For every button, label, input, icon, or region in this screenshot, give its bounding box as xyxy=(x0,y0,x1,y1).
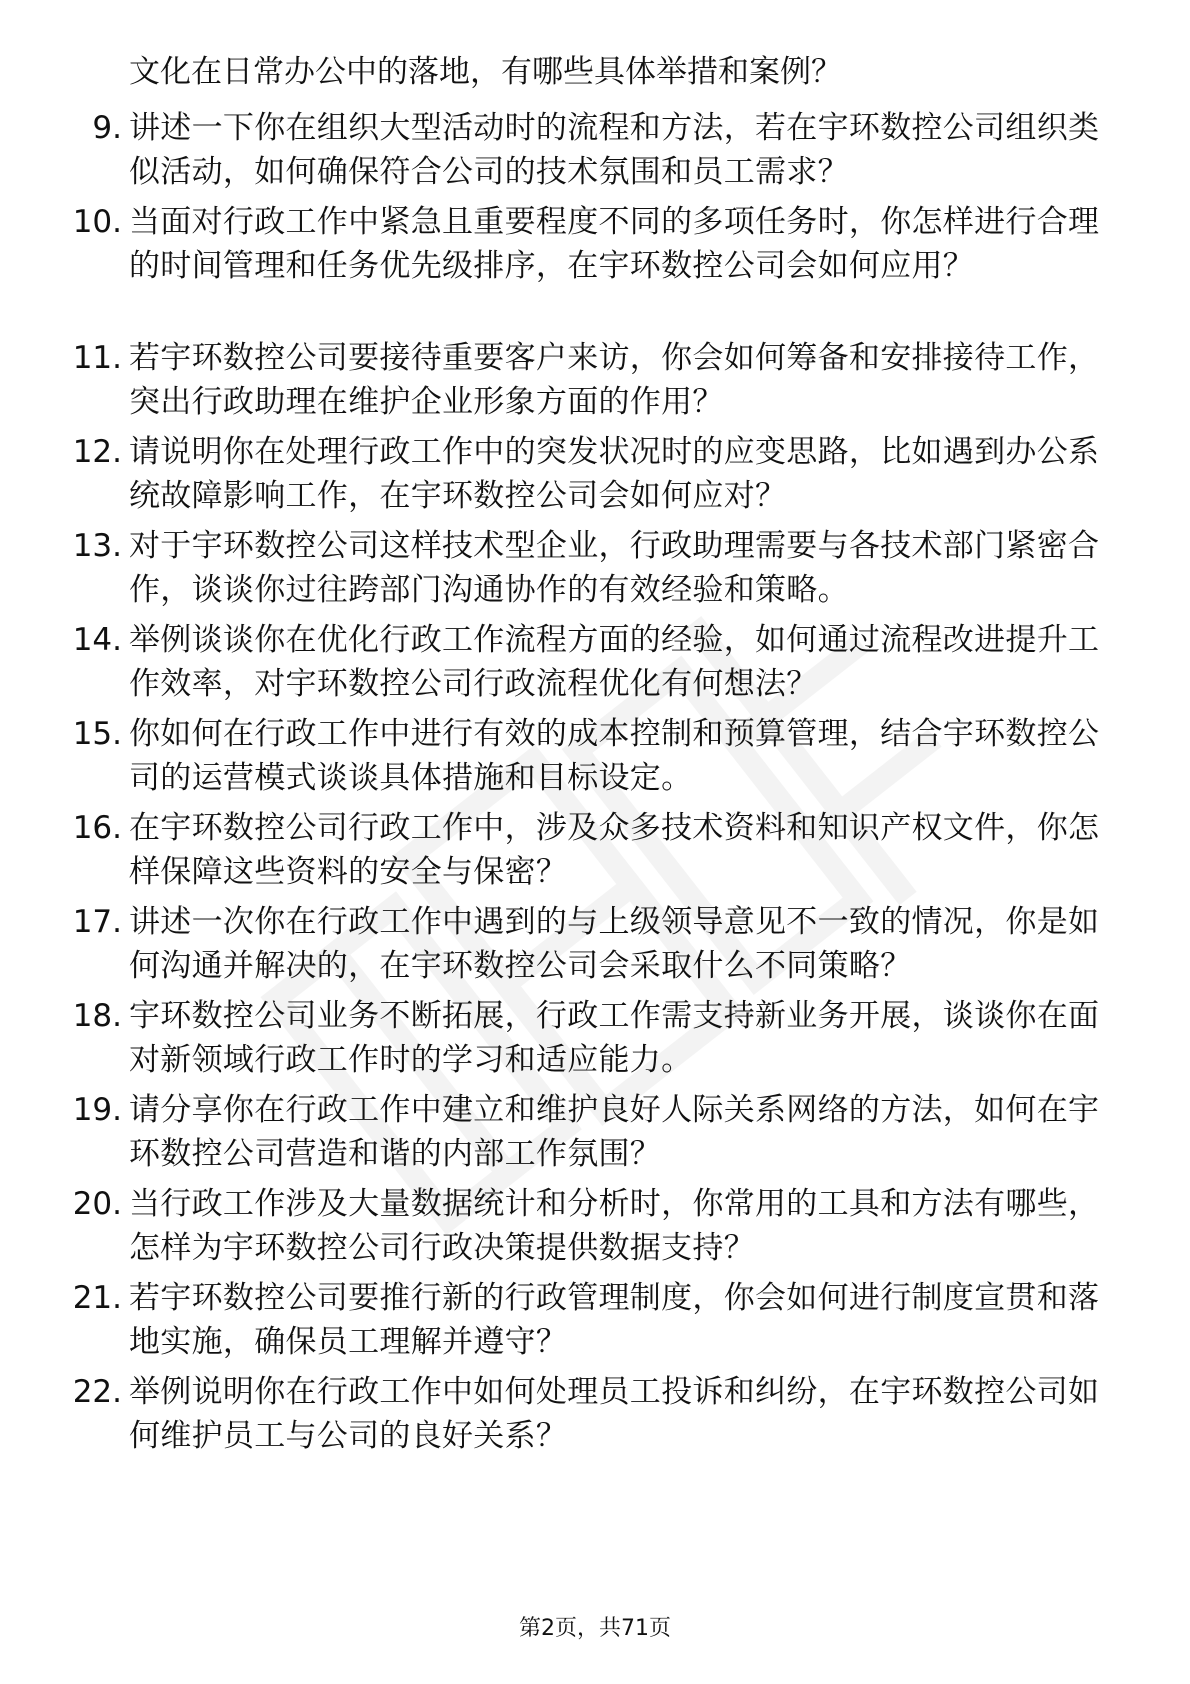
question-text: 若宇环数控公司要接待重要客户来访，你会如何筹备和安排接待工作，突出行政助理在维护企业形象方面的作用？ xyxy=(129,340,1100,420)
question-number: 11. xyxy=(72,340,122,376)
question-number: 16. xyxy=(72,810,122,846)
question-number: 15. xyxy=(72,716,122,752)
question-text: 请分享你在行政工作中建立和维护良好人际关系网络的方法，如何在宇环数控公司营造和谐的内部工作氛围？ xyxy=(129,1092,1100,1172)
question-text: 举例说明你在行政工作中如何处理员工投诉和纠纷，在宇环数控公司如何维护员工与公司的良好关系？ xyxy=(129,1374,1100,1454)
question-number: 18. xyxy=(72,998,122,1034)
question-number: 14. xyxy=(72,622,122,658)
question-text: 当行政工作涉及大量数据统计和分析时，你常用的工具和方法有哪些，怎样为宇环数控公司行政决策提供数据支持？ xyxy=(129,1186,1100,1266)
continued-question-text: 文化在日常办公中的落地，有哪些具体举措和案例？ xyxy=(129,54,842,90)
question-text: 若宇环数控公司要推行新的行政管理制度，你会如何进行制度宣贯和落地实施，确保员工理解并遵守？ xyxy=(129,1280,1100,1360)
question-text: 讲述一下你在组织大型活动时的流程和方法，若在宇环数控公司组织类似活动，如何确保符合公司的技术氛围和员工需求？ xyxy=(129,110,1100,190)
question-number: 19. xyxy=(72,1092,122,1128)
question-number: 9. xyxy=(92,110,122,146)
question-number: 21. xyxy=(72,1280,122,1316)
question-text: 请说明你在处理行政工作中的突发状况时的应变思路，比如遇到办公系统故障影响工作，在宇环数控公司会如何应对？ xyxy=(129,434,1100,514)
question-text: 讲述一次你在行政工作中遇到的与上级领导意见不一致的情况，你是如何沟通并解决的，在宇环数控公司会采取什么不同策略？ xyxy=(129,904,1100,984)
question-text: 当面对行政工作中紧急且重要程度不同的多项任务时，你怎样进行合理的时间管理和任务优先级排序，在宇环数控公司会如何应用？ xyxy=(129,204,1100,284)
question-number: 10. xyxy=(72,204,122,240)
question-number: 13. xyxy=(72,528,122,564)
question-number: 20. xyxy=(72,1186,122,1222)
question-text: 在宇环数控公司行政工作中，涉及众多技术资料和知识产权文件，你怎样保障这些资料的安全与保密？ xyxy=(129,810,1100,890)
page-footer: 第2页，共71页 xyxy=(519,1616,671,1641)
question-number: 12. xyxy=(72,434,122,470)
question-number: 22. xyxy=(72,1374,122,1410)
question-text: 举例谈谈你在优化行政工作流程方面的经验，如何通过流程改进提升工作效率，对宇环数控公司行政流程优化有何想法？ xyxy=(129,622,1100,702)
question-number: 17. xyxy=(72,904,122,940)
question-text: 对于宇环数控公司这样技术型企业，行政助理需要与各技术部门紧密合作，谈谈你过往跨部门沟通协作的有效经验和策略。 xyxy=(129,528,1100,608)
question-text: 宇环数控公司业务不断拓展，行政工作需支持新业务开展，谈谈你在面对新领域行政工作时的学习和适应能力。 xyxy=(129,998,1100,1078)
question-text: 你如何在行政工作中进行有效的成本控制和预算管理，结合宇环数控公司的运营模式谈谈具体措施和目标设定。 xyxy=(129,716,1100,796)
